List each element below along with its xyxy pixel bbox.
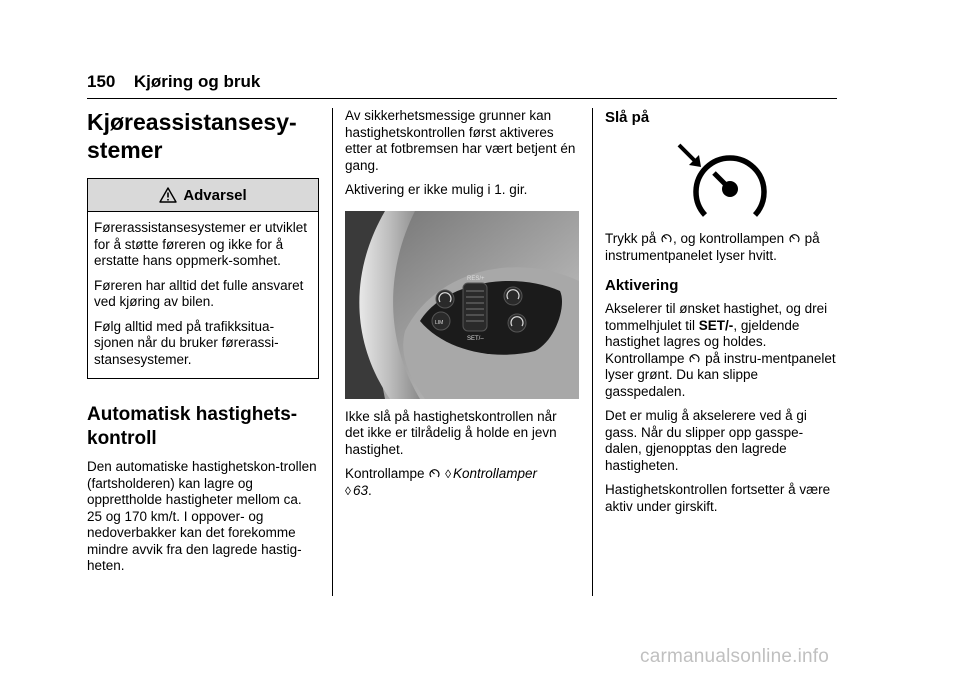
page-header <box>87 72 837 99</box>
cruise-control-lamp-icon <box>428 467 441 480</box>
reference-link[interactable]: Kontrollamper <box>453 466 538 481</box>
paragraph: Aktivering er ikke mulig i 1. gir. <box>345 182 528 197</box>
column-1 <box>87 108 319 583</box>
warning-label: Advarsel <box>183 186 247 204</box>
warning-paragraph: Følg alltid med på trafikksitua-sjonen når du bruker førerassi-stansesystemer. <box>94 318 279 367</box>
watermark: carmanualsonline.info <box>640 646 830 667</box>
steering-wheel-controls-image <box>345 211 579 399</box>
column-3 <box>605 108 837 523</box>
warning-paragraph: Førerassistansesystemer er utviklet for å støtte føreren og ikke for å erstatte hans oppmerk-somhet. <box>94 220 308 268</box>
page-number: 150 <box>87 72 116 91</box>
reference-symbol: ◊ <box>345 483 351 498</box>
warning-box <box>87 178 319 379</box>
set-label: SET/– <box>467 335 484 342</box>
paragraph: Det er mulig å akselerere ved å gi gass. Når du slipper opp gasspe-dalen, gjenopptas den lagrede hastigheten. <box>605 408 807 473</box>
paragraph: Ikke slå på hastighetskontrollen når det ikke er tilrådelig å holde en jevn hastighet. <box>345 408 557 457</box>
reference-page-link[interactable]: 63 <box>352 482 368 498</box>
subheading: Aktivering <box>605 277 679 294</box>
res-label: RES/+ <box>467 275 485 282</box>
paragraph: Trykk på , og kontrollampen på instrumentpanelet lyser hvitt. <box>605 231 820 263</box>
lim-label: LIM <box>435 319 444 326</box>
section-heading: Automatisk hastighets- kontroll <box>87 404 298 449</box>
paragraph: Akselerer til ønsket hastighet, og drei tommelhjulet til SET/-, gjeldende hastighet lagres og holdes. Kontrollampe på instru-mentpanelet lyser grønt. Du kan slippe gasspedalen. <box>605 301 836 399</box>
section-heading: Slå på <box>605 109 650 126</box>
warning-paragraph: Føreren har alltid det fulle ansvaret ved kjøring av bilen. <box>94 277 304 309</box>
page-title: Kjøring og bruk <box>133 72 261 91</box>
warning-header <box>88 179 318 212</box>
warning-body <box>88 212 318 378</box>
paragraph: Hastighetskontrollen fortsetter å være aktiv under girskift. <box>605 482 831 514</box>
cruise-control-lamp-icon <box>688 352 701 365</box>
column-2 <box>345 108 579 507</box>
set-control-label: SET/- <box>698 317 734 333</box>
paragraph: Av sikkerhetsmessige grunner kan hastighetskontrollen først aktiveres etter at fotbremsen har vært betjent én gang. <box>345 108 576 173</box>
cruise-control-symbol-image <box>677 143 773 223</box>
warning-triangle-icon <box>159 187 177 203</box>
cruise-control-icon <box>660 232 673 245</box>
chapter-heading: Kjøreassistansesy- stemer <box>87 109 297 163</box>
reference-symbol: ◊ <box>445 467 452 481</box>
column-divider <box>332 108 333 596</box>
column-divider <box>592 108 593 596</box>
cruise-control-lamp-icon <box>788 232 801 245</box>
reference-paragraph: Kontrollampe ◊ Kontrollamper ◊ 63. <box>345 466 538 498</box>
section-text: Den automatiske hastighetskon-trollen (fartsholderen) kan lagre og opprettholde hastigheter mellom ca. 25 og 170 km/t. I oppover- og nedoverbakker kan det forekomme mindre avvik fra den lagrede hastig-heten. <box>87 459 317 573</box>
